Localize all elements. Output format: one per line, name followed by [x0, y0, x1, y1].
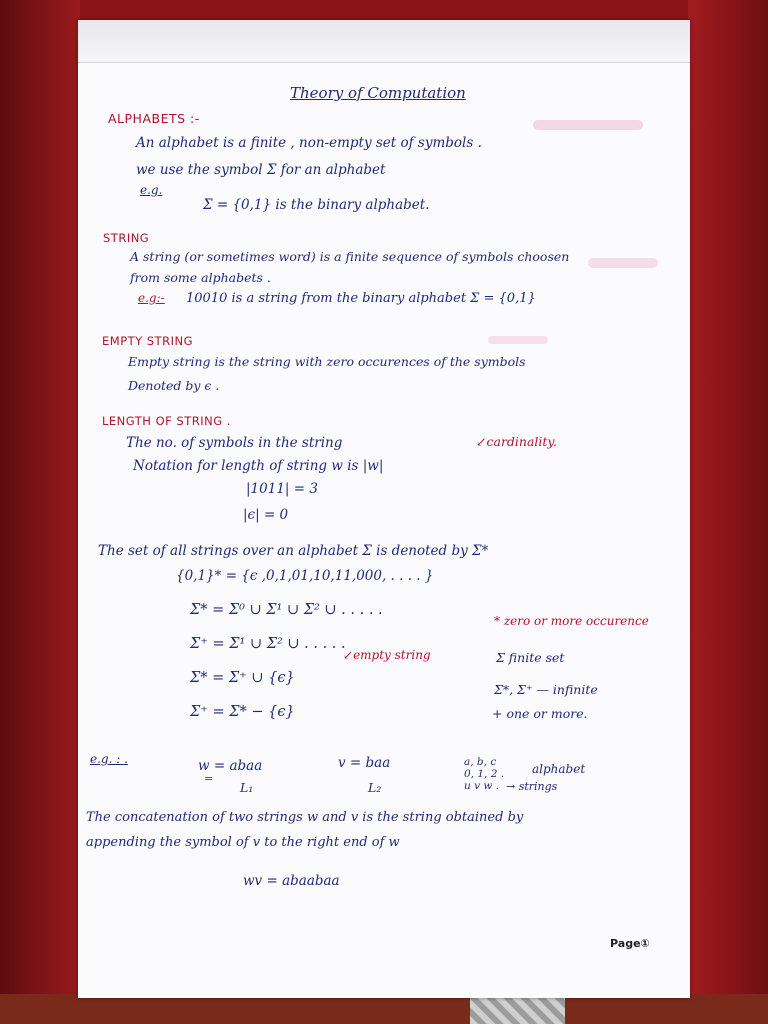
alphabets-line-1: An alphabet is a finite , non-empty set of symbols . [136, 135, 482, 151]
concat-result: wv = abaabaa [243, 873, 340, 889]
kleene-eq-4: Σ⁺ = Σ* − {ϵ} [190, 704, 295, 720]
note-zero-or-more: * zero or more occurence [494, 614, 649, 628]
bleed-mark [533, 120, 643, 130]
kleene-line-2: {0,1}* = {ϵ ,0,1,01,10,11,000, . . . . } [176, 568, 434, 584]
kleene-eq-3: Σ* = Σ⁺ ∪ {ϵ} [190, 670, 295, 686]
string-example: 10010 is a string from the binary alphabet Σ = {0,1} [186, 291, 536, 306]
bleed-mark [588, 258, 658, 268]
kleene-eq-1: Σ* = Σ⁰ ∪ Σ¹ ∪ Σ² ∪ . . . . . [190, 602, 383, 618]
background-left [0, 0, 80, 1024]
cardinality-label: cardinality. [486, 434, 557, 449]
empty-string-heading: EMPTY STRING [102, 334, 194, 348]
alphabet-digits: 0, 1, 2 . [464, 768, 505, 780]
length-line-1: The no. of symbols in the string [126, 435, 343, 451]
alphabets-heading: ALPHABETS :- [108, 111, 200, 126]
label-l1: L₁ [240, 780, 254, 795]
v-definition: v = baa [338, 755, 391, 771]
empty-string-line-1: Empty string is the string with zero occurences of the symbols [128, 354, 526, 369]
string-vars: u v w . [464, 780, 500, 792]
string-line-2: from some alphabets . [130, 270, 271, 285]
w-underline-mark: = [204, 772, 214, 785]
kleene-line-1: The set of all strings over an alphabet Σ is denoted by Σ* [98, 543, 489, 559]
background-right [688, 0, 768, 1024]
empty-string-line-2: Denoted by ϵ . [128, 378, 220, 393]
alphabet-label: alphabet [532, 762, 586, 776]
alphabet-symbols: a, b, c [464, 756, 497, 768]
cardinality-annotation: ↙cardinality. [476, 434, 557, 449]
empty-string-note: empty string [353, 648, 431, 662]
notebook-page [78, 20, 690, 998]
length-line-2: Notation for length of string w is |w| [133, 458, 384, 474]
page-number: Page① [610, 937, 650, 950]
strings-label: → strings [506, 780, 558, 793]
length-example-1: |1011| = 3 [246, 481, 318, 497]
string-eg-label: e.g:- [138, 291, 165, 305]
concat-eg-label: e.g. : . [90, 752, 128, 766]
length-heading: LENGTH OF STRING . [102, 414, 231, 428]
page-title: Theory of Computation [290, 84, 466, 102]
note-one-or-more: + one or more. [492, 706, 588, 721]
string-heading: STRING [103, 231, 150, 245]
concat-line-1: The concatenation of two strings w and v is the string obtained by [86, 810, 524, 825]
alphabets-line-2: we use the symbol Σ for an alphabet [136, 162, 386, 178]
page-fold [78, 20, 690, 63]
empty-string-annotation: ↙empty string [343, 648, 431, 662]
length-example-2: |ϵ| = 0 [243, 507, 289, 523]
w-definition: w = abaa [198, 758, 263, 774]
string-line-1: A string (or sometimes word) is a finite sequence of symbols choosen [130, 249, 570, 264]
bleed-mark [488, 336, 548, 344]
kleene-eq-2: Σ⁺ = Σ¹ ∪ Σ² ∪ . . . . . [190, 636, 346, 652]
alphabets-eg-label: e.g. [140, 183, 163, 197]
note-finite-set: Σ finite set [496, 650, 565, 665]
note-infinite: Σ*, Σ⁺ — infinite [494, 682, 598, 697]
label-l2: L₂ [368, 780, 382, 795]
concat-line-2: appending the symbol of v to the right end of w [86, 835, 400, 850]
alphabets-example: Σ = {0,1} is the binary alphabet. [203, 197, 430, 213]
background-bottom [0, 994, 768, 1024]
